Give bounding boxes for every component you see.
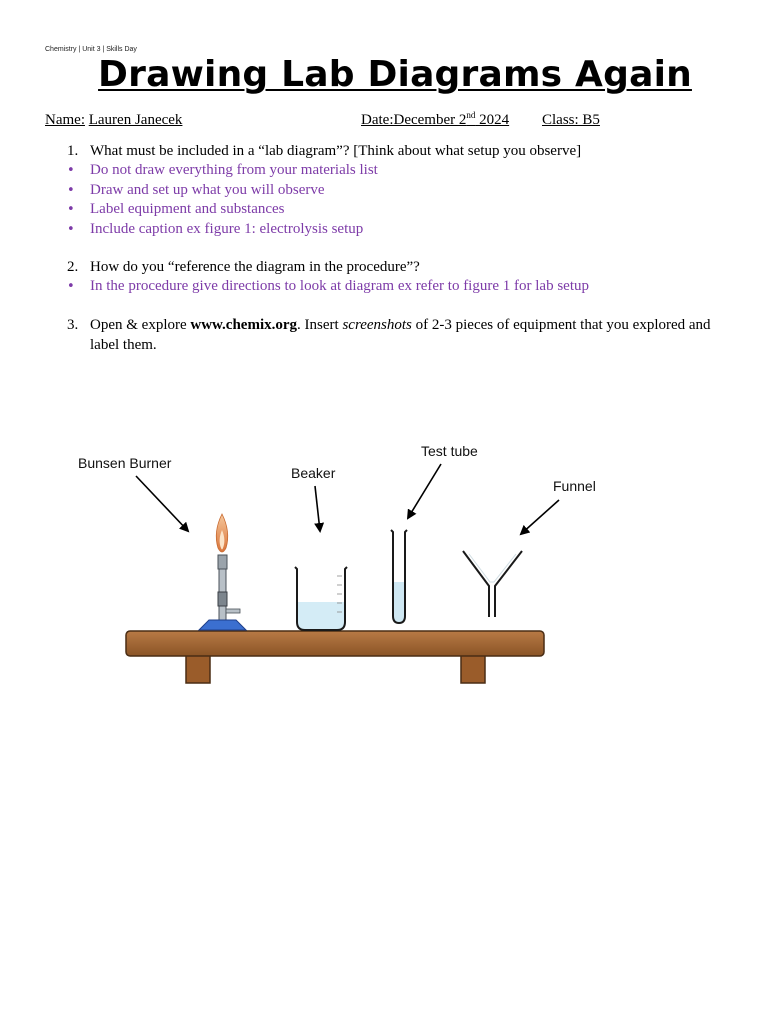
- question-text: What must be included in a “lab diagram”? [Think about what setup you observe]: [90, 143, 582, 159]
- question-text: How do you “reference the diagram in the procedure”?: [90, 259, 420, 275]
- question-number: 1.: [67, 143, 79, 159]
- list-item: • Do not draw everything from your materials list: [67, 161, 378, 181]
- class-label: Class: B5: [542, 112, 600, 128]
- test-tube-arrow: [408, 464, 441, 518]
- course-header: Chemistry | Unit 3 | Skills Day: [45, 46, 137, 53]
- bullet-icon: •: [67, 182, 75, 198]
- funnel-icon: [463, 551, 522, 617]
- answer-list-2: [67, 277, 589, 297]
- bullet-icon: •: [67, 279, 75, 294]
- beaker-arrow: [315, 486, 320, 531]
- name-label: Name:: [45, 112, 85, 128]
- bunsen-burner-label: Bunsen Burner: [78, 455, 172, 471]
- question-number: 3.: [67, 317, 79, 333]
- lab-table: [126, 631, 544, 683]
- name-value: Lauren Janecek: [88, 112, 183, 128]
- answer-list-1: [67, 161, 378, 239]
- date-value: December 2nd 2024: [393, 110, 510, 128]
- beaker-icon: [295, 567, 347, 630]
- question-3: [67, 316, 727, 355]
- question-2: [67, 258, 727, 278]
- funnel-label: Funnel: [553, 478, 596, 494]
- bunsen-arrow: [136, 476, 188, 531]
- question-number: 2.: [67, 259, 79, 275]
- beaker-label: Beaker: [291, 465, 336, 481]
- test-tube-icon: [391, 530, 407, 623]
- bullet-icon: •: [67, 202, 75, 217]
- test-tube-label: Test tube: [421, 443, 478, 459]
- list-item: • Draw and set up what you will observe: [67, 181, 378, 201]
- list-item: • In the procedure give directions to look at diagram ex refer to figure 1 for lab setup: [67, 277, 589, 297]
- list-item: • Include caption ex figure 1: electrolysis setup: [67, 220, 378, 240]
- bullet-icon: •: [67, 221, 75, 237]
- date-field: [361, 112, 509, 129]
- name-field: [45, 112, 182, 129]
- page-title: Drawing Lab Diagrams Again: [98, 54, 692, 95]
- list-item: • Label equipment and substances: [67, 200, 378, 220]
- lab-equipment-diagram: [0, 430, 768, 700]
- bunsen-burner-icon: [199, 514, 246, 630]
- date-label: Date:: [361, 112, 394, 128]
- class-field: [542, 112, 600, 129]
- funnel-arrow: [521, 500, 559, 534]
- question-text: Open & explore www.chemix.org. Insert screenshots of 2-3 pieces of equipment that you explored and label them.: [90, 317, 711, 353]
- bullet-icon: •: [67, 163, 75, 178]
- question-1: [67, 142, 727, 162]
- chemix-link[interactable]: www.chemix.org: [190, 317, 298, 333]
- date-ordinal: nd: [466, 110, 476, 120]
